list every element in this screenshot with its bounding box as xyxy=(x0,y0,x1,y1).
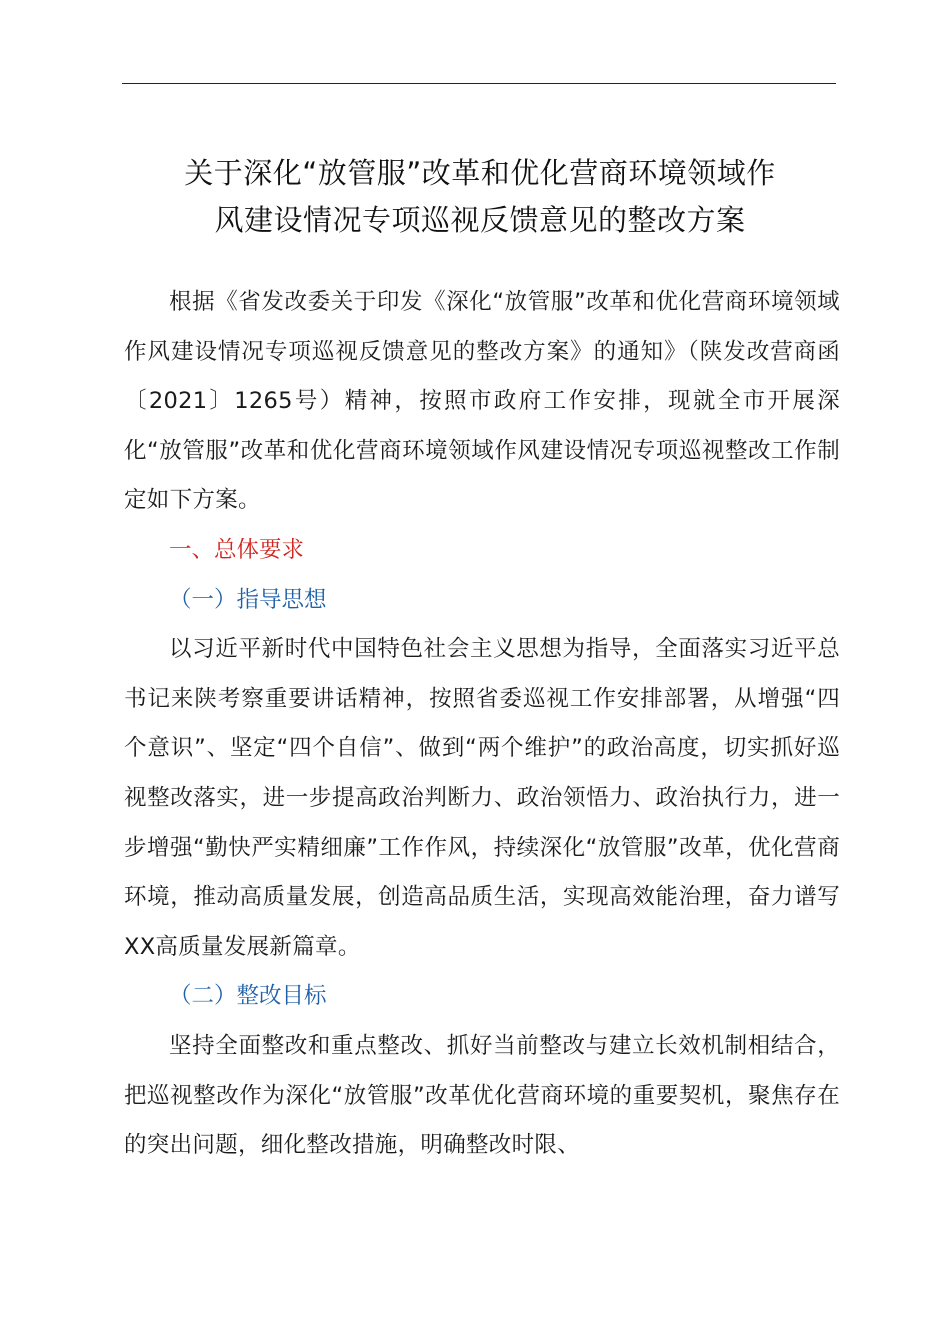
title-line-1: 关于深化“放管服”改革和优化营商环境领域作 xyxy=(184,156,776,190)
subheading-guiding-thought: （一）指导思想 xyxy=(169,586,327,613)
header-rule xyxy=(122,83,836,84)
document-title xyxy=(110,150,850,244)
document-body xyxy=(124,278,840,1171)
rectification-goals-paragraph: 坚持全面整改和重点整改、抓好当前整改与建立长效机制相结合，把巡视整改作为深化“放管服”改革优化营商环境的重要契机，聚焦存在的突出问题，细化整改措施，明确整改时限、 xyxy=(124,1032,840,1159)
subheading-rectification-goals: （二）整改目标 xyxy=(169,983,327,1010)
section-heading-overall-requirements: 一、总体要求 xyxy=(169,536,305,563)
intro-paragraph: 根据《省发改委关于印发《深化“放管服”改革和优化营商环境领域作风建设情况专项巡视反馈意见的整改方案》的通知》（陕发改营商函〔2021〕1265号）精神，按照市政府工作安排，现就全市开展深化“放管服”改革和优化营商环境领域作风建设情况专项巡视整改工作制定如下方案。 xyxy=(124,289,840,514)
title-line-2: 风建设情况专项巡视反馈意见的整改方案 xyxy=(214,203,746,237)
guiding-thought-paragraph: 以习近平新时代中国特色社会主义思想为指导，全面落实习近平总书记来陕考察重要讲话精神，按照省委巡视工作安排部署，从增强“四个意识”、坚定“四个自信”、做到“两个维护”的政治高度，切实抓好巡视整改落实，进一步提高政治判断力、政治领悟力、政治执行力，进一步增强“勤快严实精细廉”工作作风，持续深化“放管服”改革，优化营商环境，推动高质量发展，创造高品质生活，实现高效能治理，奋力谱写XX高质量发展新篇章。 xyxy=(124,636,840,960)
